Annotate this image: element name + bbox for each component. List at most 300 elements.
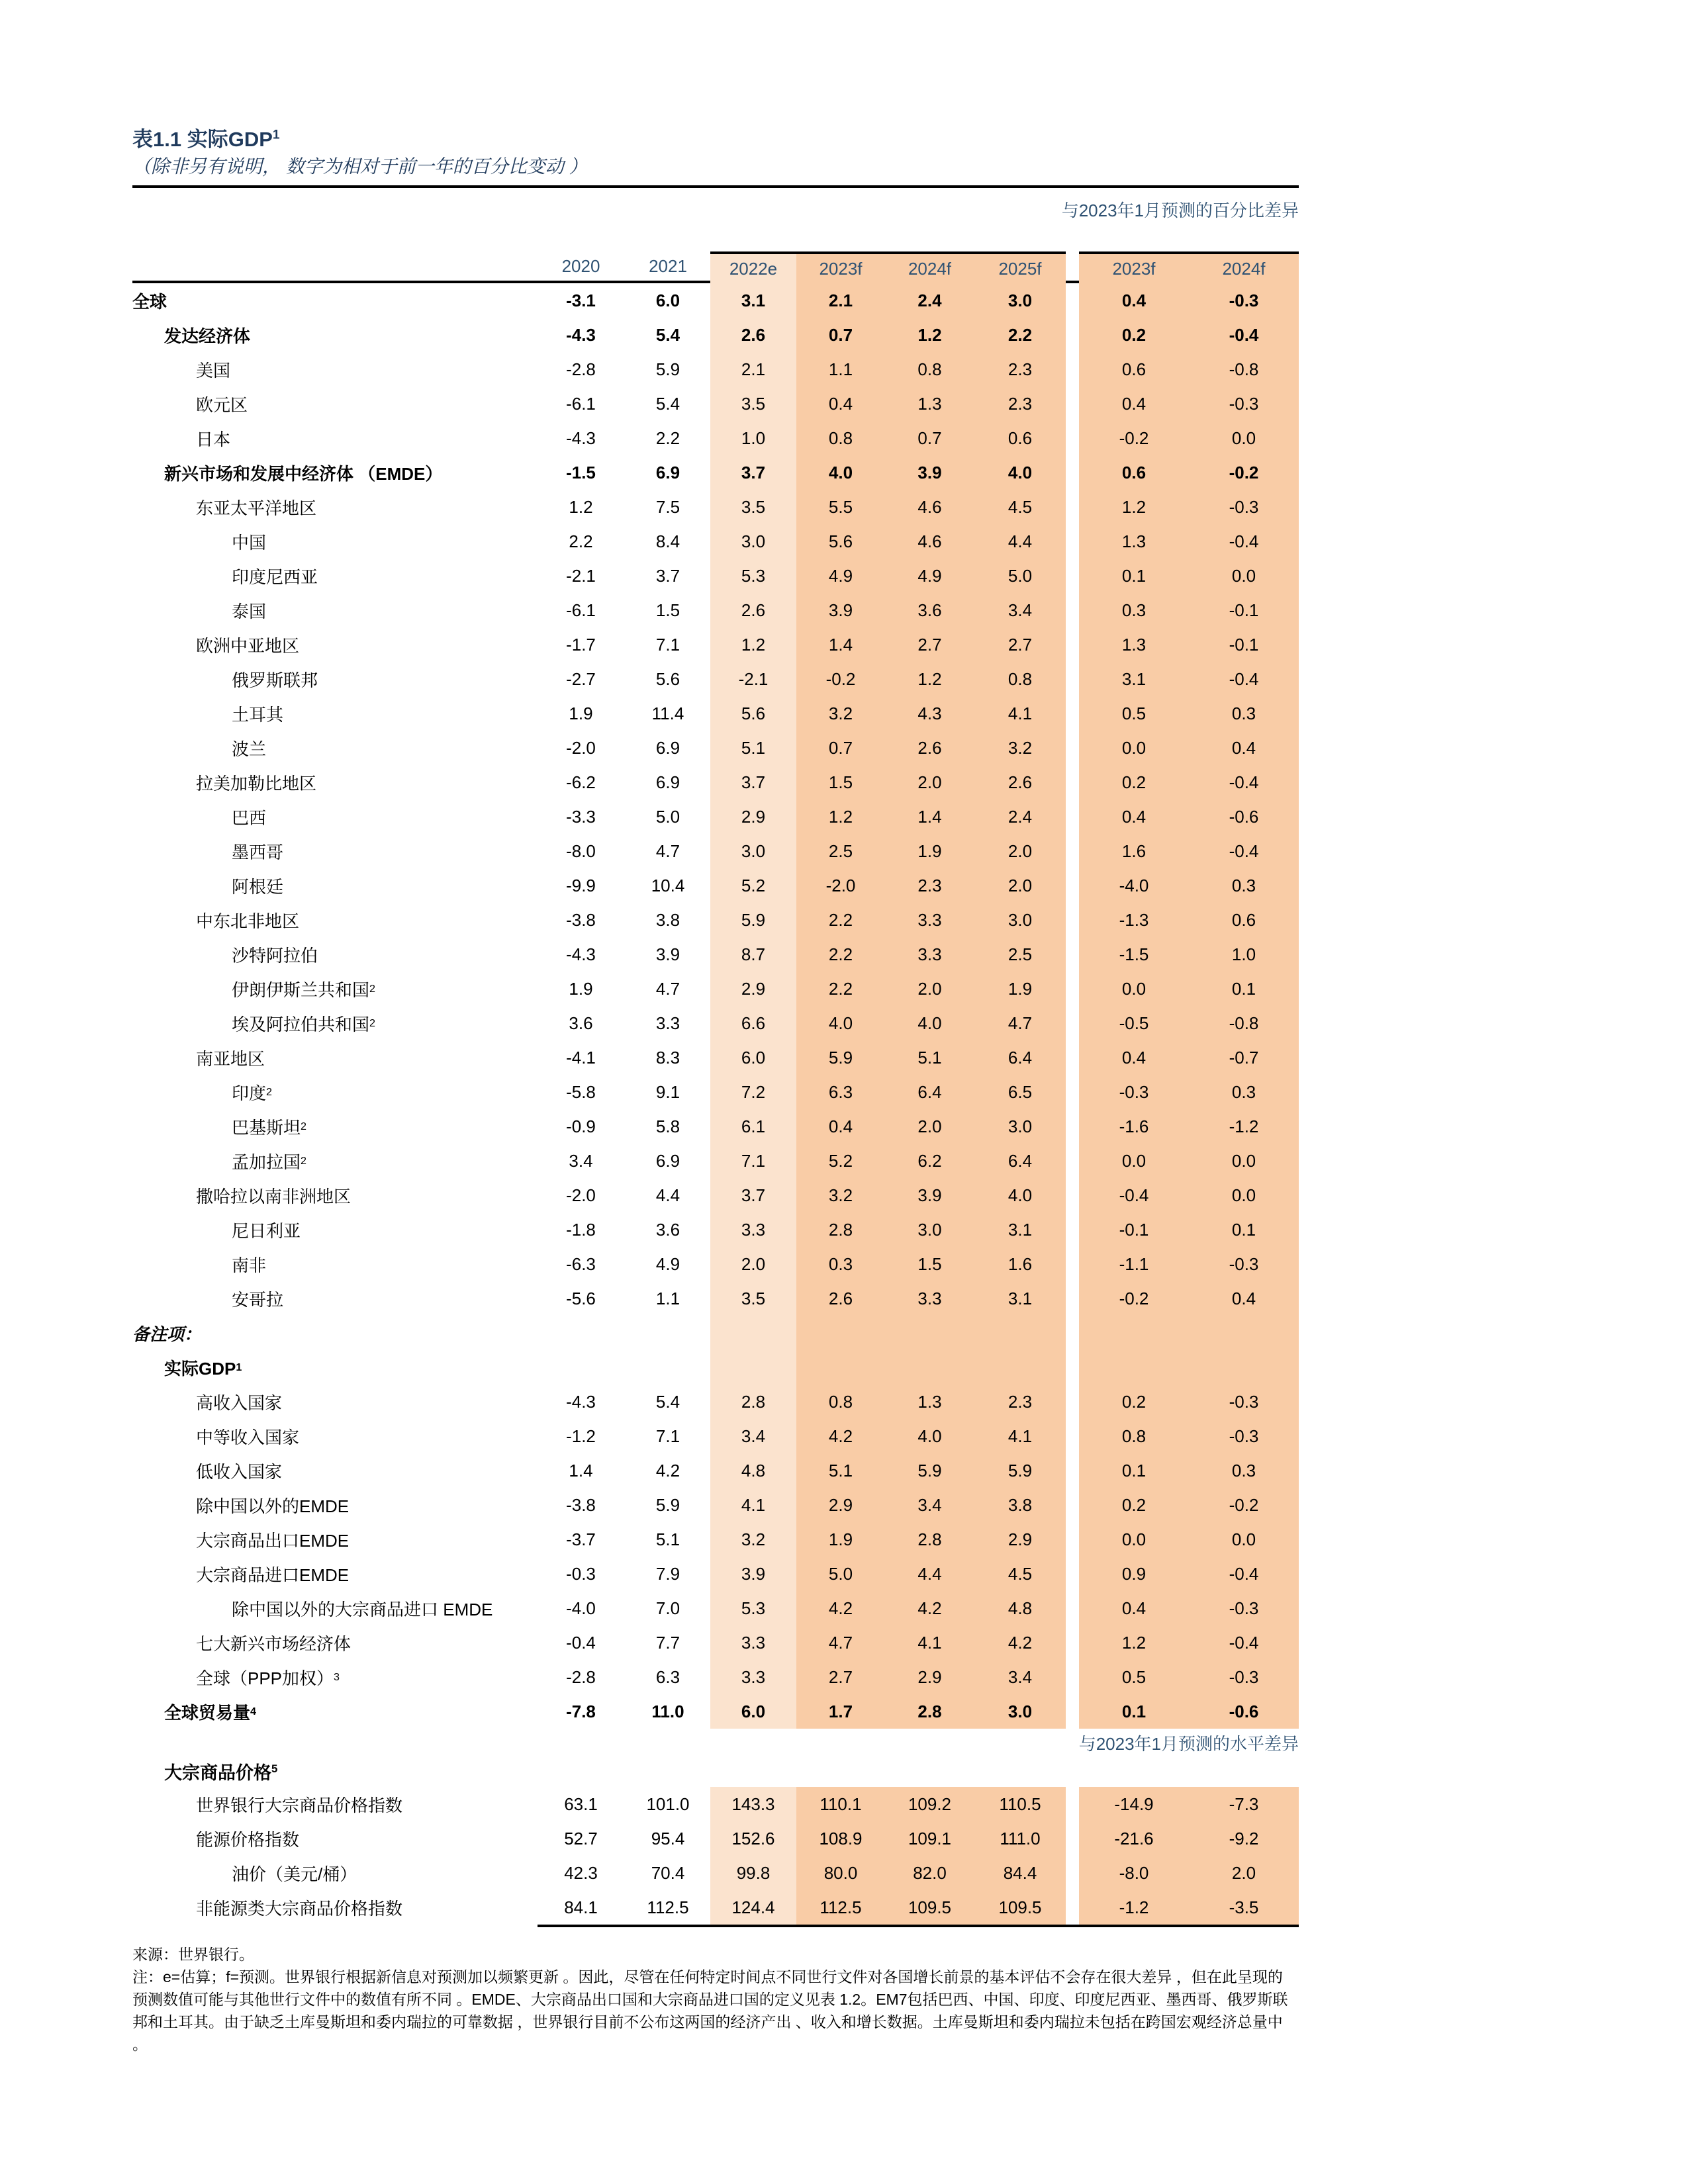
gdp-table-body [132,283,1299,1729]
value-cell: -0.4 [1189,765,1299,799]
value-cell: -4.3 [566,1391,596,1412]
row-label: 墨西哥 [232,842,284,862]
value-cell: -5.6 [566,1288,596,1308]
column-gap [1066,421,1079,455]
value-cell: 0.3 [1189,1453,1299,1488]
value-cell: 5.9 [796,1040,885,1075]
value-cell: -0.3 [1189,1419,1299,1453]
row-label: 拉美加勒比地区 [196,773,317,794]
value-cell: -0.4 [1189,662,1299,696]
row-label: 安哥拉 [232,1289,284,1310]
value-cell: 4.9 [655,1253,680,1274]
value-cell: -0.5 [1079,1006,1189,1040]
value-cell: 1.1 [655,1288,680,1308]
value-cell: 2.9 [974,1522,1066,1557]
row-label: 新兴市场和发展中经济体 （EMDE） [164,463,443,484]
value-cell: -6.2 [566,772,596,792]
value-cell: 2.6 [974,765,1066,799]
value-cell: 0.0 [1079,972,1189,1006]
row-label: 埃及阿拉伯共和国 2 [232,1014,375,1034]
value-cell: 4.7 [974,1006,1066,1040]
column-gap [1066,662,1079,696]
value-cell: 4.7 [796,1625,885,1660]
table-row [132,662,1299,696]
value-cell: 3.3 [655,1013,680,1033]
value-cell: 4.1 [885,1625,974,1660]
row-label: 土耳其 [232,704,284,725]
value-cell: 3.0 [710,524,796,559]
row-label: 非能源类大宗商品价格指数 [196,1898,403,1919]
value-cell: 2.6 [885,731,974,765]
value-cell: 0.4 [1079,1591,1189,1625]
column-gap [1066,972,1079,1006]
value-cell: 0.8 [974,662,1066,696]
top-rule [132,185,1299,188]
table-row [132,1625,1299,1660]
value-cell: 0.5 [1079,1660,1189,1694]
column-header: 2022e [710,251,796,283]
value-cell: -0.4 [1079,1178,1189,1212]
value-cell: 1.2 [1079,1625,1189,1660]
value-cell: 1.9 [569,703,593,723]
column-gap [1066,1890,1079,1925]
value-cell: -6.1 [566,600,596,620]
value-cell [1079,1316,1189,1350]
footer-note-line: 注：e=估算；f=预测。世界银行根据新信息对预测加以频繁更新 。因此，尽管在任何特定时间点不同世行文件对各国增长前景的基本评估不会存在很大差异 ，但在此呈现的 [132,1968,1283,1985]
column-gap [1066,1350,1079,1385]
value-cell: 4.6 [885,490,974,524]
value-cell [796,1316,885,1350]
value-cell: -4.1 [566,1047,596,1068]
value-cell: 0.5 [1079,696,1189,731]
year-header-row [132,251,1299,281]
value-cell: -2.0 [566,1185,596,1205]
value-cell: -3.3 [566,806,596,827]
value-cell: 3.3 [885,903,974,937]
value-cell: -0.1 [1189,627,1299,662]
column-gap [1066,1625,1079,1660]
value-cell: 4.0 [974,1178,1066,1212]
value-cell: 70.4 [651,1862,685,1883]
value-cell: -3.7 [566,1529,596,1549]
value-cell: 6.4 [885,1075,974,1109]
page-title [132,127,1299,152]
value-cell: 5.9 [710,903,796,937]
table-row [132,1247,1299,1281]
value-cell: 2.0 [710,1247,796,1281]
value-cell: -0.6 [1189,799,1299,834]
value-cell [974,1350,1066,1385]
value-cell: -1.2 [1079,1890,1189,1925]
row-label: 除中国以外的EMDE [196,1496,350,1516]
row-label: 尼日利亚 [232,1220,301,1241]
value-cell: 3.9 [796,593,885,627]
column-header: 2020 [561,255,600,276]
value-cell: 2.2 [796,937,885,972]
row-label: 欧元区 [196,394,248,415]
value-cell: 7.1 [655,634,680,655]
value-cell: -8.0 [1079,1856,1189,1890]
value-cell: 1.0 [710,421,796,455]
value-cell: -5.8 [566,1081,596,1102]
row-label: 日本 [196,429,231,449]
value-cell: 5.1 [655,1529,680,1549]
value-cell: 5.9 [655,1494,680,1515]
value-cell: -1.5 [1079,937,1189,972]
value-cell [710,1350,796,1385]
value-cell: 3.1 [974,1281,1066,1316]
value-cell: 4.0 [885,1006,974,1040]
table-row [132,972,1299,1006]
value-cell: 1.1 [796,352,885,387]
table-row [132,834,1299,868]
value-cell: 4.2 [796,1591,885,1625]
table-row [132,1144,1299,1178]
value-cell: 0.1 [1079,1694,1189,1729]
value-cell: 8.4 [655,531,680,551]
value-cell: 2.0 [885,1109,974,1144]
value-cell: 5.6 [710,696,796,731]
value-cell: 7.1 [710,1144,796,1178]
value-cell: 3.2 [974,731,1066,765]
value-cell: 0.0 [1189,559,1299,593]
value-cell [1079,1350,1189,1385]
value-cell: 0.3 [796,1247,885,1281]
value-cell: -0.3 [1189,490,1299,524]
column-gap [1066,903,1079,937]
value-cell: 0.4 [796,387,885,421]
value-cell: 108.9 [796,1821,885,1856]
table-row [132,1787,1299,1821]
value-cell: 2.8 [796,1212,885,1247]
value-cell: 3.3 [710,1660,796,1694]
column-gap [1066,799,1079,834]
value-cell: 0.2 [1079,1488,1189,1522]
column-gap [1066,455,1079,490]
value-cell: 1.2 [1079,490,1189,524]
value-cell: 3.3 [710,1212,796,1247]
value-cell: 3.4 [569,1150,593,1171]
value-cell: 2.3 [974,352,1066,387]
value-cell: -0.2 [1079,421,1189,455]
value-cell: 2.2 [796,903,885,937]
row-label: 大宗商品进口EMDE [196,1565,350,1585]
value-cell: 1.4 [796,627,885,662]
value-cell: 2.2 [796,972,885,1006]
column-header: 2024f [1189,251,1299,283]
row-label: 发达经济体 [164,326,251,346]
value-cell: 7.5 [655,496,680,517]
value-cell: -0.3 [1189,1385,1299,1419]
value-cell: -0.1 [1189,593,1299,627]
row-label: 世界银行大宗商品价格指数 [196,1795,403,1815]
value-cell: 2.0 [885,972,974,1006]
value-cell: -14.9 [1079,1787,1189,1821]
value-cell: 2.5 [796,834,885,868]
column-header: 2023f [1079,251,1189,283]
column-gap [1066,1144,1079,1178]
value-cell: -0.2 [1079,1281,1189,1316]
value-cell: 3.7 [710,765,796,799]
value-cell: 2.0 [1189,1856,1299,1890]
row-label: 孟加拉国 2 [232,1152,306,1172]
column-gap [1066,1075,1079,1109]
value-cell: 5.0 [655,806,680,827]
value-cell: -0.9 [566,1116,596,1136]
value-cell: 0.0 [1189,421,1299,455]
value-cell: -1.3 [1079,903,1189,937]
value-cell: -0.4 [1189,1557,1299,1591]
value-cell: -1.2 [566,1426,596,1446]
value-cell [626,1316,710,1350]
table-row [132,1281,1299,1316]
value-cell: 4.5 [974,1557,1066,1591]
value-cell: 4.9 [796,559,885,593]
value-cell [796,1350,885,1385]
value-cell: 6.4 [974,1144,1066,1178]
value-cell: 2.8 [710,1385,796,1419]
value-cell: 1.0 [1189,937,1299,972]
commodity-section-title [132,1758,277,1784]
value-cell: 0.0 [1079,1522,1189,1557]
value-cell: 4.0 [974,455,1066,490]
value-cell: 1.5 [796,765,885,799]
table-row [132,283,1299,318]
value-cell: 0.2 [1079,1385,1189,1419]
value-cell: 6.9 [655,737,680,758]
value-cell [885,1316,974,1350]
row-label: 印度尼西亚 [232,567,318,587]
column-gap [1066,765,1079,799]
table-row [132,559,1299,593]
value-cell: -0.6 [1189,1694,1299,1729]
table-row [132,1350,1299,1385]
value-cell: -9.2 [1189,1821,1299,1856]
value-cell: 5.0 [796,1557,885,1591]
commodity-section-row [132,1755,1299,1787]
table-row [132,1419,1299,1453]
value-cell: 1.7 [796,1694,885,1729]
value-cell: 3.1 [710,283,796,318]
value-cell: 1.6 [1079,834,1189,868]
value-cell: 2.6 [796,1281,885,1316]
value-cell: 3.5 [710,387,796,421]
value-cell: -21.6 [1079,1821,1189,1856]
value-cell: -0.3 [1189,1591,1299,1625]
value-cell: -2.8 [566,1666,596,1687]
value-cell: -3.8 [566,909,596,930]
value-cell: 4.1 [974,696,1066,731]
column-gap [1066,1488,1079,1522]
value-cell: 8.3 [655,1047,680,1068]
value-cell: 3.1 [1079,662,1189,696]
row-label: 泰国 [232,601,267,621]
table-row [132,937,1299,972]
value-cell: 0.1 [1079,559,1189,593]
table-row [132,1694,1299,1729]
value-cell: 4.6 [885,524,974,559]
value-cell: 2.9 [710,799,796,834]
table-row [132,1316,1299,1350]
value-cell: -0.3 [1189,387,1299,421]
value-cell: 3.8 [655,909,680,930]
value-cell: 3.3 [885,1281,974,1316]
value-cell: 0.0 [1079,731,1189,765]
footer-source: 来源：世界银行。 [132,1946,254,1963]
row-label: 七大新兴市场经济体 [196,1633,352,1654]
value-cell: -7.8 [566,1701,596,1721]
value-cell: 5.6 [655,668,680,689]
column-gap [1066,387,1079,421]
row-label: 大宗商品出口EMDE [196,1530,350,1551]
table-row [132,524,1299,559]
table-row [132,421,1299,455]
value-cell: 124.4 [710,1890,796,1925]
table-row [132,387,1299,421]
value-cell: 1.9 [796,1522,885,1557]
value-cell: 3.8 [974,1488,1066,1522]
value-cell: 4.8 [710,1453,796,1488]
value-cell: 0.6 [1189,903,1299,937]
value-cell: 0.0 [1079,1144,1189,1178]
commodity-table-body [132,1787,1299,1925]
footer-notes [132,1966,1648,2056]
value-cell: 0.3 [1189,696,1299,731]
value-cell: 4.2 [885,1591,974,1625]
value-cell: 2.9 [710,972,796,1006]
value-cell: 0.8 [1079,1419,1189,1453]
value-cell: 4.4 [655,1185,680,1205]
page-subtitle: （除非另有说明， 数字为相对于前一年的百分比变动 ） [132,156,588,177]
table-row [132,593,1299,627]
value-cell: 0.6 [1079,455,1189,490]
value-cell: 3.4 [710,1419,796,1453]
value-cell: 6.0 [710,1040,796,1075]
value-cell: 5.5 [796,490,885,524]
value-cell: 5.3 [710,559,796,593]
table-row [132,1075,1299,1109]
value-cell: -3.5 [1189,1890,1299,1925]
table-row [132,868,1299,903]
value-cell: 2.9 [885,1660,974,1694]
value-cell: 5.1 [796,1453,885,1488]
value-cell: 1.4 [885,799,974,834]
value-cell: 2.2 [655,428,680,448]
value-cell [1189,1316,1299,1350]
column-gap [1066,1660,1079,1694]
value-cell: 6.3 [796,1075,885,1109]
column-gap [1066,1178,1079,1212]
value-cell [536,1350,626,1385]
column-gap [1066,1281,1079,1316]
table-row [132,352,1299,387]
value-cell: 1.5 [655,600,680,620]
value-cell: 0.2 [1079,318,1189,352]
value-cell: 1.6 [974,1247,1066,1281]
value-cell: 11.0 [651,1701,684,1721]
column-gap [1066,1385,1079,1419]
table-row [132,1006,1299,1040]
row-label: 东亚太平洋地区 [196,498,317,518]
value-cell: 3.5 [710,490,796,524]
value-cell: 80.0 [796,1856,885,1890]
value-cell: 3.7 [710,455,796,490]
value-cell: 110.5 [974,1787,1066,1821]
row-label: 南非 [232,1255,267,1275]
value-cell: 6.0 [710,1694,796,1729]
value-cell: 4.8 [974,1591,1066,1625]
value-cell: 5.9 [974,1453,1066,1488]
column-gap [1066,524,1079,559]
column-gap [1066,1522,1079,1557]
value-cell: 0.8 [796,421,885,455]
footnotes [132,1943,1648,2056]
row-label: 中等收入国家 [196,1427,300,1447]
value-cell: 2.2 [569,531,593,551]
value-cell: 3.9 [885,1178,974,1212]
value-cell: 99.8 [710,1856,796,1890]
value-cell: 2.0 [974,834,1066,868]
value-cell: -2.0 [796,868,885,903]
row-label: 实际GDP 1 [164,1358,242,1379]
row-label: 全球 [132,291,167,312]
value-cell: -0.4 [1189,318,1299,352]
value-cell: 1.3 [1079,627,1189,662]
row-label: 伊朗伊斯兰共和国 2 [232,979,375,1000]
column-gap [1066,251,1079,281]
value-cell: 52.7 [564,1828,598,1848]
value-cell: -7.3 [1189,1787,1299,1821]
value-cell: -1.1 [1079,1247,1189,1281]
value-cell: 5.1 [885,1040,974,1075]
value-cell: 0.3 [1189,1075,1299,1109]
value-cell [710,1316,796,1350]
value-cell: 3.3 [710,1625,796,1660]
row-label: 除中国以外的大宗商品进口 EMDE [232,1599,493,1619]
value-cell: 11.4 [651,703,684,723]
value-cell: 4.1 [710,1488,796,1522]
value-cell: -0.3 [1189,1660,1299,1694]
row-label: 低收入国家 [196,1461,283,1482]
value-cell: 3.0 [885,1212,974,1247]
value-cell: -2.8 [566,359,596,379]
value-cell: 63.1 [564,1794,598,1814]
value-cell: 10.4 [651,875,685,895]
value-cell: 6.9 [655,462,680,482]
column-gap [1066,318,1079,352]
value-cell: 4.4 [885,1557,974,1591]
value-cell: 6.5 [974,1075,1066,1109]
value-cell: -0.4 [1189,524,1299,559]
value-cell: 0.6 [1079,352,1189,387]
value-cell: 5.1 [710,731,796,765]
row-label: 中国 [232,532,267,553]
table-row [132,1385,1299,1419]
year-header-spacer [132,251,536,281]
table-row [132,627,1299,662]
row-label: 全球贸易量 4 [164,1702,256,1723]
column-gap [1066,1109,1079,1144]
value-cell: -1.2 [1189,1109,1299,1144]
value-cell: 3.4 [974,593,1066,627]
value-cell: 0.7 [796,731,885,765]
table-row [132,1890,1299,1925]
table-row [132,455,1299,490]
value-cell: -0.3 [1079,1075,1189,1109]
table-row [132,765,1299,799]
value-cell: 4.2 [796,1419,885,1453]
value-cell: 4.0 [796,455,885,490]
